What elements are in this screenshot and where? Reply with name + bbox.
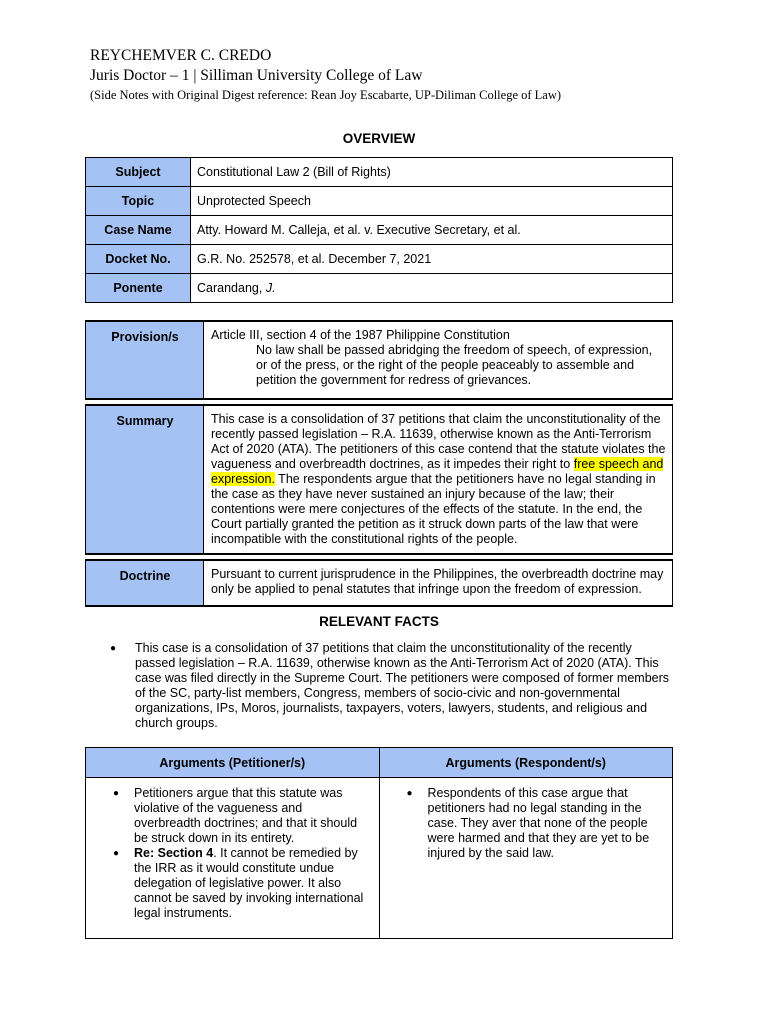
overview-row-topic [86, 187, 673, 216]
author-name: REYCHEMVER C. CREDO [90, 47, 272, 64]
row-label: Ponente [86, 274, 191, 303]
summary-text-end: The respondents argue that the petitioners have no legal standing in the case as they have never sustained an injury because of the law; their contentions were mere conjectures of the effects of the statute. In the end, the Court partially granted the petition as it struck down parts of the law that were incompatible with the constitutional rights of the people. [211, 472, 656, 546]
doctrine-text: Pursuant to current jurisprudence in the Philippines, the overbreadth doctrine may only be applied to penal statutes that infringe upon the freedom of expression. [204, 560, 673, 606]
row-label: Docket No. [86, 245, 191, 274]
provision-heading: Article III, section 4 of the 1987 Philippine Constitution [211, 328, 510, 342]
ponente-name: Carandang, [197, 281, 266, 295]
petitioner-header: Arguments (Petitioner/s) [86, 748, 380, 778]
facts-list [110, 641, 675, 731]
summary-row [86, 405, 673, 554]
provision-row [86, 321, 673, 399]
fact-text: This case is a consolidation of 37 petitions that claim the unconstitutionality of the recently passed legislation – R.A. 11639, otherwise known as the Anti-Terrorism Act of 2020 (ATA). This case was filed directly in the Supreme Court. The petitioners were composed of former members of the SC, party-list members, Congress, members of socio-civic and non-governmental organizations, IPs, Moros, journalists, taxpayers, voters, lawyers, students, and religious and church groups. [135, 641, 670, 730]
doctrine-label: Doctrine [86, 560, 204, 606]
row-value: Atty. Howard M. Calleja, et al. v. Executive Secretary, et al. [191, 216, 673, 245]
respondent-arguments [379, 778, 673, 939]
provision-cell [204, 321, 673, 399]
bullet-icon: ● [113, 848, 120, 859]
bullet-icon: ● [113, 788, 120, 799]
relevant-facts-title: RELEVANT FACTS [319, 614, 439, 629]
respondent-header: Arguments (Respondent/s) [379, 748, 673, 778]
bullet-icon: ● [110, 643, 117, 654]
summary-text-start: This case is a consolidation of 37 petitions that claim the unconstitutionality of the recently passed legislation – R.A. 11639, otherwise known as the Anti-Terrorism Act of 2020 (ATA). The petitioners of this case contend that the statute violates the vagueness and overbreadth doctrines, as it impedes their right to [211, 412, 666, 471]
doctrine-row [86, 560, 673, 606]
provision-text: No law shall be passed abridging the freedom of speech, of expression, or of the press, or the right of the people peaceably to assemble and petition the government for redress of grievances. [256, 343, 653, 387]
provision-label: Provision/s [86, 321, 204, 399]
side-note: (Side Notes with Original Digest reference: Rean Joy Escabarte, UP-Diliman College of Law) [90, 88, 562, 102]
bullet-icon: ● [406, 788, 413, 799]
summary-highlight: free speech and expression. [211, 457, 664, 486]
row-label: Subject [86, 158, 191, 187]
summary-cell [204, 405, 673, 554]
petitioner-argument-2-title: Re: Section 4 [134, 846, 214, 860]
overview-title: OVERVIEW [342, 131, 416, 146]
row-value: Unprotected Speech [191, 187, 673, 216]
overview-row-ponente [86, 274, 673, 303]
row-value: Constitutional Law 2 (Bill of Rights) [191, 158, 673, 187]
arguments-table [85, 747, 673, 939]
list-item [109, 786, 371, 846]
ponente-title: J. [265, 281, 276, 295]
petitioner-argument-1: Petitioners argue that this statute was violative of the vagueness and overbreadth doctrines; and that it should be struck down in its entirety. [134, 786, 358, 845]
overview-row-subject [86, 158, 673, 187]
author-affiliation: Juris Doctor – 1 | Silliman University College of Law [90, 67, 423, 84]
row-label: Topic [86, 187, 191, 216]
petitioner-arguments [86, 778, 380, 939]
row-value: G.R. No. 252578, et al. December 7, 2021 [191, 245, 673, 274]
list-item [109, 846, 371, 921]
respondent-argument-1: Respondents of this case argue that petitioners had no legal standing in the case. They aver that none of the people were harmed and that they are yet to be injured by the said law. [427, 786, 650, 860]
row-label: Case Name [86, 216, 191, 245]
overview-row-docket [86, 245, 673, 274]
list-item [403, 786, 665, 861]
petitioner-argument-2: . It cannot be remedied by the IRR as it would constitute undue delegation of legislative power. It also cannot be saved by invoking international legal instruments. [134, 846, 364, 920]
arguments-body-row [86, 778, 673, 939]
details-table [85, 320, 673, 607]
row-value [191, 274, 673, 303]
arguments-header-row [86, 748, 673, 778]
overview-table [85, 157, 673, 303]
list-item [110, 641, 675, 731]
summary-label: Summary [86, 405, 204, 554]
overview-row-case-name [86, 216, 673, 245]
